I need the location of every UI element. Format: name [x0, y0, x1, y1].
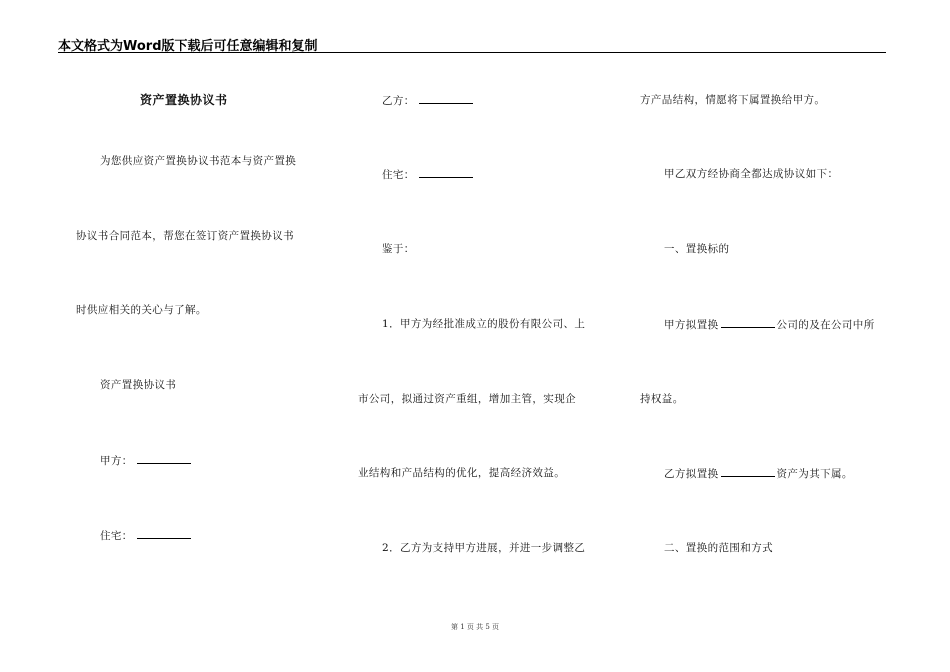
party-a-blank — [137, 453, 191, 464]
section-1-heading: 一、置换标的 — [664, 243, 730, 255]
whereas-label: 鉴于： — [382, 243, 415, 255]
item-1-line-1: 1．甲方为经批准成立的股份有限公司、上 — [382, 318, 586, 330]
section-1-clause-c-blank — [721, 466, 775, 477]
party-b-address-blank — [419, 167, 473, 178]
intro-line-2: 协议书合同范本，帮您在签订资产置换协议书 — [76, 230, 294, 242]
party-b-blank — [419, 93, 473, 104]
section-1-clause-c-post: 资产为其下属。 — [776, 468, 853, 480]
party-b-address-label: 住宅： — [382, 169, 415, 181]
item-1-line-2: 市公司，拟通过资产重组，增加主管，实现企 — [358, 393, 576, 405]
party-a-address-blank — [137, 528, 191, 539]
item-1-line-3: 业结构和产品结构的优化，提高经济效益。 — [358, 467, 566, 479]
party-b-address-line — [382, 167, 473, 182]
document-title: 资产置换协议书 — [140, 93, 228, 107]
section-2-heading: 二、置换的范围和方式 — [664, 542, 773, 554]
section-1-clause-a-post: 公司的及在公司中所 — [776, 319, 875, 331]
document-banner: 本文格式为Word版下载后可任意编辑和复制 — [58, 39, 318, 54]
party-b-label: 乙方： — [382, 95, 415, 107]
section-1-clause-a — [664, 317, 875, 332]
intro-line-3: 时供应相关的关心与了解。 — [76, 304, 207, 316]
item-2-line-2: 方产品结构，情愿将下属置换给甲方。 — [640, 94, 826, 106]
agreement-statement: 甲乙双方经协商全都达成协议如下： — [664, 168, 839, 180]
intro-line-1: 为您供应资产置换协议书范本与资产置换 — [100, 155, 297, 167]
page-footer: 第 1 页 共 5 页 — [450, 623, 500, 631]
section-1-clause-c-pre: 乙方拟置换 — [664, 468, 719, 480]
section-1-clause-a-pre: 甲方拟置换 — [664, 319, 719, 331]
section-1-clause-b: 持权益。 — [640, 393, 684, 405]
agreement-subtitle: 资产置换协议书 — [100, 379, 177, 391]
header-rule — [58, 52, 886, 53]
party-a-address-line — [100, 528, 191, 543]
party-b-line — [382, 93, 473, 108]
section-1-clause-c — [664, 466, 853, 481]
party-a-label: 甲方： — [100, 455, 133, 467]
section-1-clause-a-blank — [721, 317, 775, 328]
party-a-line — [100, 453, 191, 468]
party-a-address-label: 住宅： — [100, 530, 133, 542]
item-2-line-1: 2．乙方为支持甲方进展，并进一步调整乙 — [382, 542, 586, 554]
